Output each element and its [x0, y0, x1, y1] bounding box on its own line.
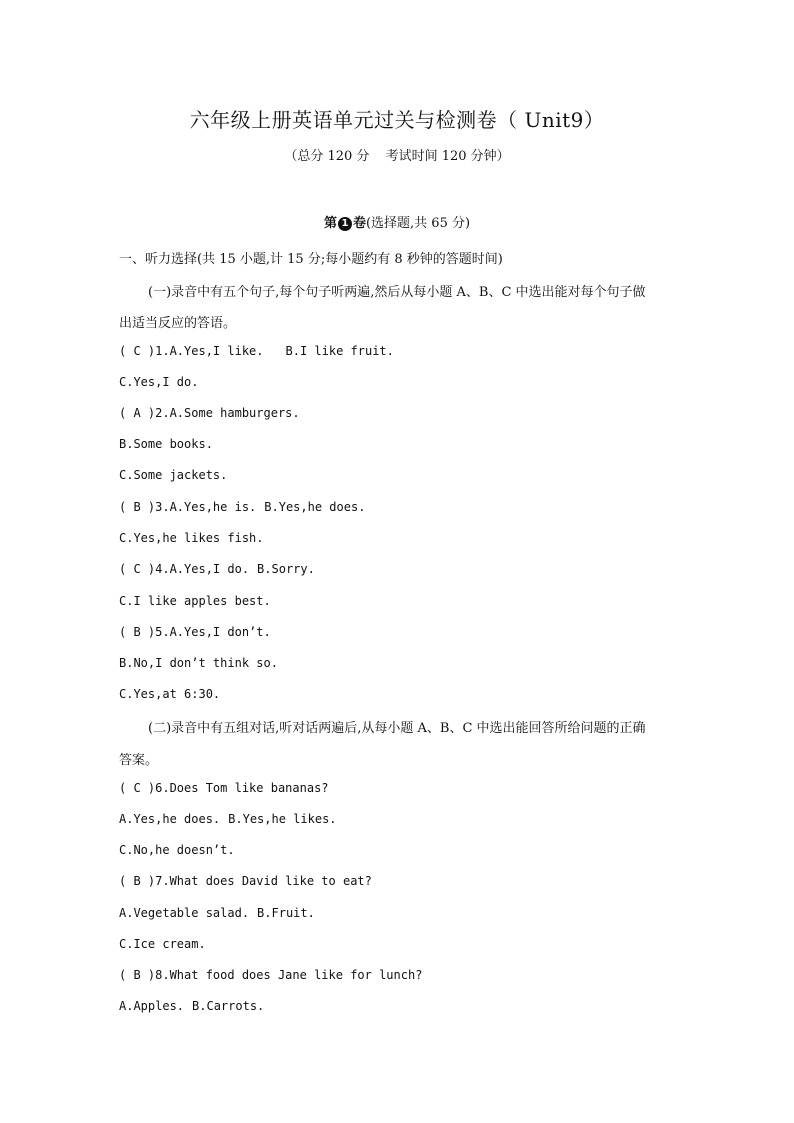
q3-option-c: C.Yes,he likes fish. — [119, 531, 264, 545]
q8-option-a: A.Apples. — [119, 999, 185, 1013]
part-number-badge: 1 — [338, 217, 352, 231]
question-1 — [119, 344, 394, 358]
q5-option-c: C.Yes,at 6:30. — [119, 687, 221, 701]
q4-option-c: C.I like apples best. — [119, 594, 271, 608]
q6-option-c: C.No,he doesn’t. — [119, 843, 235, 857]
exam-info — [0, 145, 794, 164]
part-suffix: 卷 — [352, 216, 366, 231]
part-heading — [0, 212, 794, 231]
instruction-1-line-1: (一)录音中有五个句子,每个句子听两遍,然后从每小题 A、B、C 中选出能对每个句子做 — [148, 285, 646, 300]
q5-option-a: ( B )5.A.Yes,I don’t. — [119, 625, 271, 639]
page-title: 六年级上册英语单元过关与检测卷（ Unit9） — [189, 108, 605, 132]
q2-option-c: C.Some jackets. — [119, 468, 228, 482]
section-heading: 一、听力选择(共 15 小题,计 15 分;每小题约有 8 秒钟的答题时间) — [119, 252, 503, 267]
question-8: ( B )8.What food does Jane like for lunch? — [119, 968, 423, 982]
q1-option-c: C.Yes,I do. — [119, 375, 199, 389]
instruction-2-line-2: 答案。 — [119, 753, 159, 768]
instruction-1-line-2: 出适当反应的答语。 — [119, 316, 237, 331]
q7-option-b: B.Fruit. — [257, 906, 315, 920]
instruction-2-line-1: (二)录音中有五组对话,听对话两遍后,从每小题 A、B、C 中选出能回答所给问题的正确 — [148, 721, 646, 736]
q8-option-b: B.Carrots. — [192, 999, 265, 1013]
q7-option-c: C.Ice cream. — [119, 937, 206, 951]
total-score: （总分 120 分 — [284, 149, 370, 164]
q2-option-b: B.Some books. — [119, 437, 213, 451]
question-7: ( B )7.What does David like to eat? — [119, 874, 372, 888]
q3-option-b: B.Yes,he does. — [264, 500, 366, 514]
q7-option-a: A.Vegetable salad. — [119, 906, 250, 920]
q6-options — [119, 812, 337, 826]
question-3 — [119, 500, 365, 514]
q8-options — [119, 999, 264, 1013]
q4-option-a: ( C )4.A.Yes,I do. — [119, 562, 250, 576]
part-description: (选择题,共 65 分) — [365, 216, 471, 231]
q2-option-a: ( A )2.A.Some hamburgers. — [119, 406, 300, 420]
part-prefix: 第 — [323, 216, 337, 231]
q5-option-b: B.No,I don’t think so. — [119, 656, 278, 670]
question-6: ( C )6.Does Tom like bananas? — [119, 781, 329, 795]
exam-time: 考试时间 120 分钟） — [385, 149, 510, 164]
q6-option-a: A.Yes,he does. — [119, 812, 221, 826]
q3-option-a: ( B )3.A.Yes,he is. — [119, 500, 257, 514]
q7-options — [119, 906, 315, 920]
q1-option-a: ( C )1.A.Yes,I like. — [119, 344, 264, 358]
q6-option-b: B.Yes,he likes. — [228, 812, 337, 826]
question-4 — [119, 562, 315, 576]
q4-option-b: B.Sorry. — [257, 562, 315, 576]
q1-option-b: B.I like fruit. — [285, 344, 394, 358]
